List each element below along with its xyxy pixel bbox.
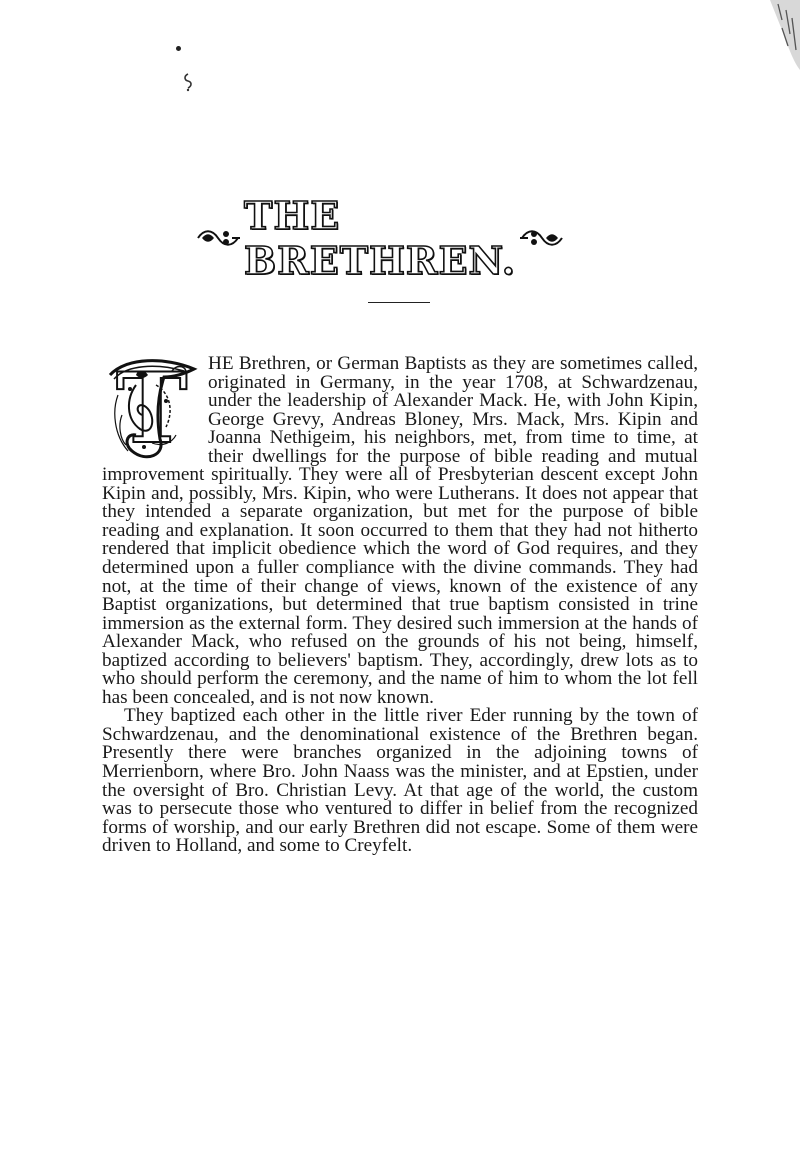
paragraph <box>102 352 698 708</box>
scan-speck <box>176 46 181 51</box>
body-text <box>102 352 698 857</box>
left-ornament-icon <box>196 225 240 251</box>
drop-cap <box>96 352 204 465</box>
chapter-title-text: THE BRETHREN. <box>244 193 516 283</box>
drop-cap-letter: T <box>116 352 188 465</box>
title-rule <box>368 302 430 303</box>
paragraph: They baptized each other in the little river Eder running by the town of Schwardzenau, and the denominational existence of the Brethren began. Presently there were branches organized in the adjoining towns of Merrienborn, where Bro. John Naass was the minister, and at Epstien, under the oversight of Bro. Christian Levy. At that age of the world, the custom was to persecute those who ventured to differ in belief from the recognized forms of worship, and our early Brethren did not escape. Some of them were driven to Holland, and some to Creyfelt. <box>102 705 698 857</box>
page-edge-shadow <box>752 0 800 80</box>
paragraph-text: HE Brethren, or German Baptists as they are sometimes called, originated in Germany, in the year 1708, at Schwardzenau, under the leadership of Alexander Mack. He, with John Kipin, George Grevy, Andreas Bloney, Mrs. Mack, Mrs. Kipin and Joanna Nethigeim, his neighbors, met, from time to time, at their dwellings for the purpose of bible reading and mutual improvement spiritually. They were all of Presbyterian descent except John Kipin and, possibly, Mrs. Kipin, who were Lutherans. It does not appear that they intended a separate organization, but met for the purpose of bible reading and explanation. It soon occurred to them that they had not hitherto rendered that implicit obedience which the word of God requires, and they determined upon a fuller compliance with the divine commands. They had not, at the time of their change of views, known of the existence of any Baptist organizations, but determined that true baptism consisted in trine immersion as the external form. They desired such immersion at the hands of Alexander Mack, who refused on the grounds of his not being, himself, baptized according to believers' baptism. They, accordingly, drew lots as to who should perform the ceremony, and the name of him to whom the lot fell has been concealed, and is not now known. <box>102 353 698 708</box>
scan-mark <box>182 72 194 92</box>
chapter-title <box>200 193 560 283</box>
right-ornament-icon <box>520 225 564 251</box>
